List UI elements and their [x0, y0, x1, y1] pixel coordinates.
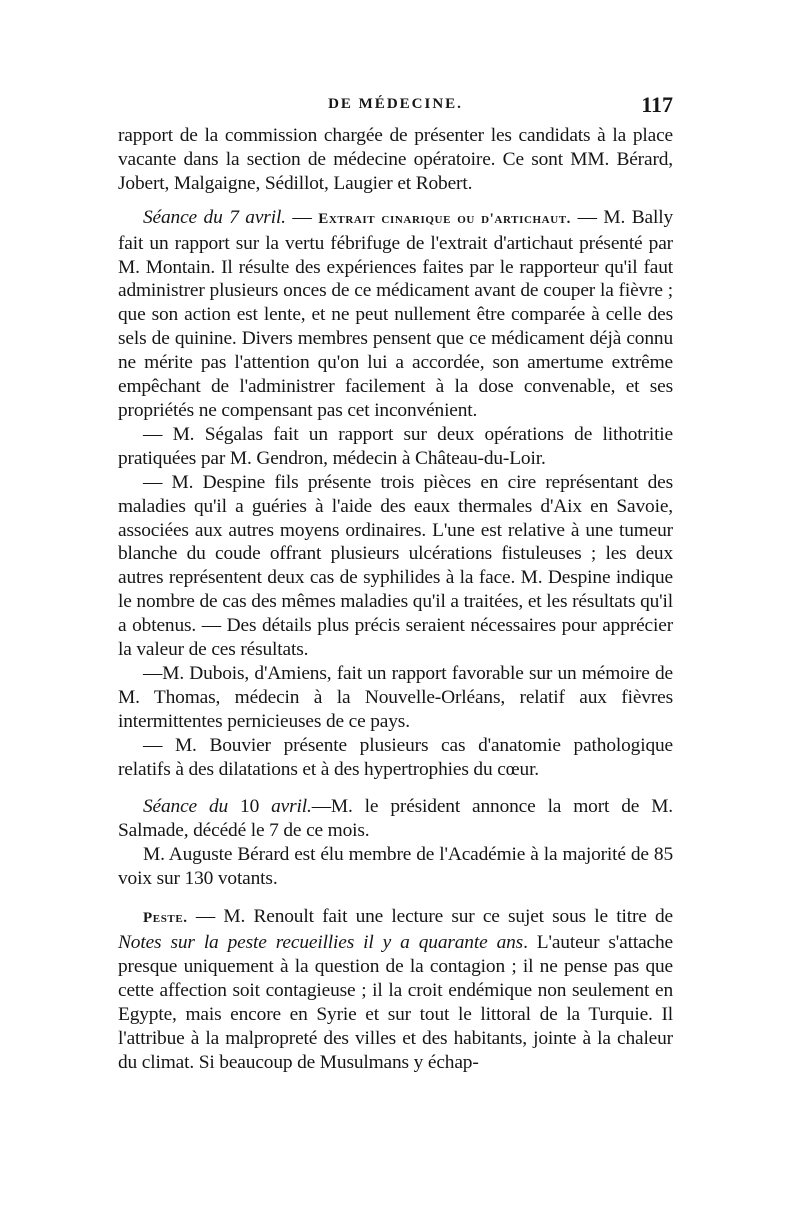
page-number: 117	[641, 92, 673, 117]
paragraph-text: —M. le président annonce la mort de M. Salmade, décédé le 7 de ce mois.	[118, 796, 673, 842]
seance-date: Séance du 7 avril.	[143, 206, 286, 228]
paragraph-text: — M. Renoult fait une lecture sur ce sujet sous le titre de	[187, 906, 673, 928]
book-title: Notes sur la peste recueillies il y a quarante ans	[118, 932, 524, 953]
paragraph-bouvier: — M. Bouvier présente plusieurs cas d'anatomie pathologique relatifs à des dilatations et à des hypertrophies du cœur.	[118, 734, 673, 780]
paragraph-despine: — M. Despine fils présente trois pièces en cire représentant des maladies qu'il a guéries à l'aide des eaux thermales d'Aix en Savoie, associées aux autres moyens ordinaires. L'une est relative à une tumeur blanche du coude offrant plusieurs ulcérations fistuleuses ; les deux autres représentent deux cas de syphilides à la face. M. Despine indique le nombre de cas des mêmes maladies qu'il a traitées, et les résultats qu'il a obtenus. — Des détails plus précis seraient nécessaires pour apprécier la valeur de ces résultats.	[118, 471, 673, 661]
paragraph-seance-7-avril	[118, 206, 673, 423]
paragraph-text: . L'auteur s'attache presque uniquement à la question de la contagion ; il ne pense pas que cette affection soit contagieuse ; il la croit endémique non seulement en Egypte, mais encore en Syrie et sur tout le littoral de la Turquie. Il l'attribue à la malpropreté des villes et des habitants, jointe à la chaleur du climat. Si beaucoup de Musulmans y échap-	[118, 932, 673, 1073]
page-header	[118, 92, 673, 122]
body-text	[118, 124, 673, 1074]
paragraph-dubois: —M. Dubois, d'Amiens, fait un rapport favorable sur un mémoire de M. Thomas, médecin à la Nouvelle-Orléans, relatif aux fièvres intermittentes pernicieuses de ce pays.	[118, 662, 673, 732]
paragraph-seance-10-avril	[118, 795, 673, 843]
running-title: DE MÉDECINE.	[328, 96, 463, 112]
section-title-peste: Peste.	[143, 910, 188, 927]
paragraph-segalas: — M. Ségalas fait un rapport sur deux opérations de lithotritie pratiquées par M. Gendron, médecin à Château-du-Loir.	[118, 423, 673, 469]
paragraph-text: — M. Bally fait un rapport sur la vertu fébrifuge de l'extrait d'artichaut présenté par M. Montain. Il résulte des expériences faites par le rapporteur qu'il faut administrer plusieurs onces de ce médicament avant de couper la fièvre ; que son action est lente, et ne peut nullement être comparée à celle des sels de quinine. Divers membres pensent que ce médicament déjà connu ne mérite pas l'attention qu'on lui a accordée, son amertume extrême empêchant de l'administrer facilement à la dose convenable, et ses propriétés ne compensant pas cet inconvénient.	[118, 206, 673, 421]
paragraph-berard-elu: M. Auguste Bérard est élu membre de l'Académie à la majorité de 85 voix sur 130 votants.	[118, 844, 673, 890]
paragraph-peste	[118, 905, 673, 1074]
seance-date: Séance du	[143, 796, 229, 818]
section-title-artichaut: Extrait cinarique ou d'artichaut.	[318, 210, 572, 227]
dash: —	[285, 206, 319, 228]
paragraph-commission: rapport de la commission chargée de présenter les candidats à la place vacante dans la section de médecine opératoire. Ce sont MM. Bérard, Jobert, Malgaigne, Sédillot, Laugier et Robert.	[118, 125, 673, 194]
seance-month: avril.	[271, 796, 312, 818]
seance-day: 10	[228, 796, 272, 818]
